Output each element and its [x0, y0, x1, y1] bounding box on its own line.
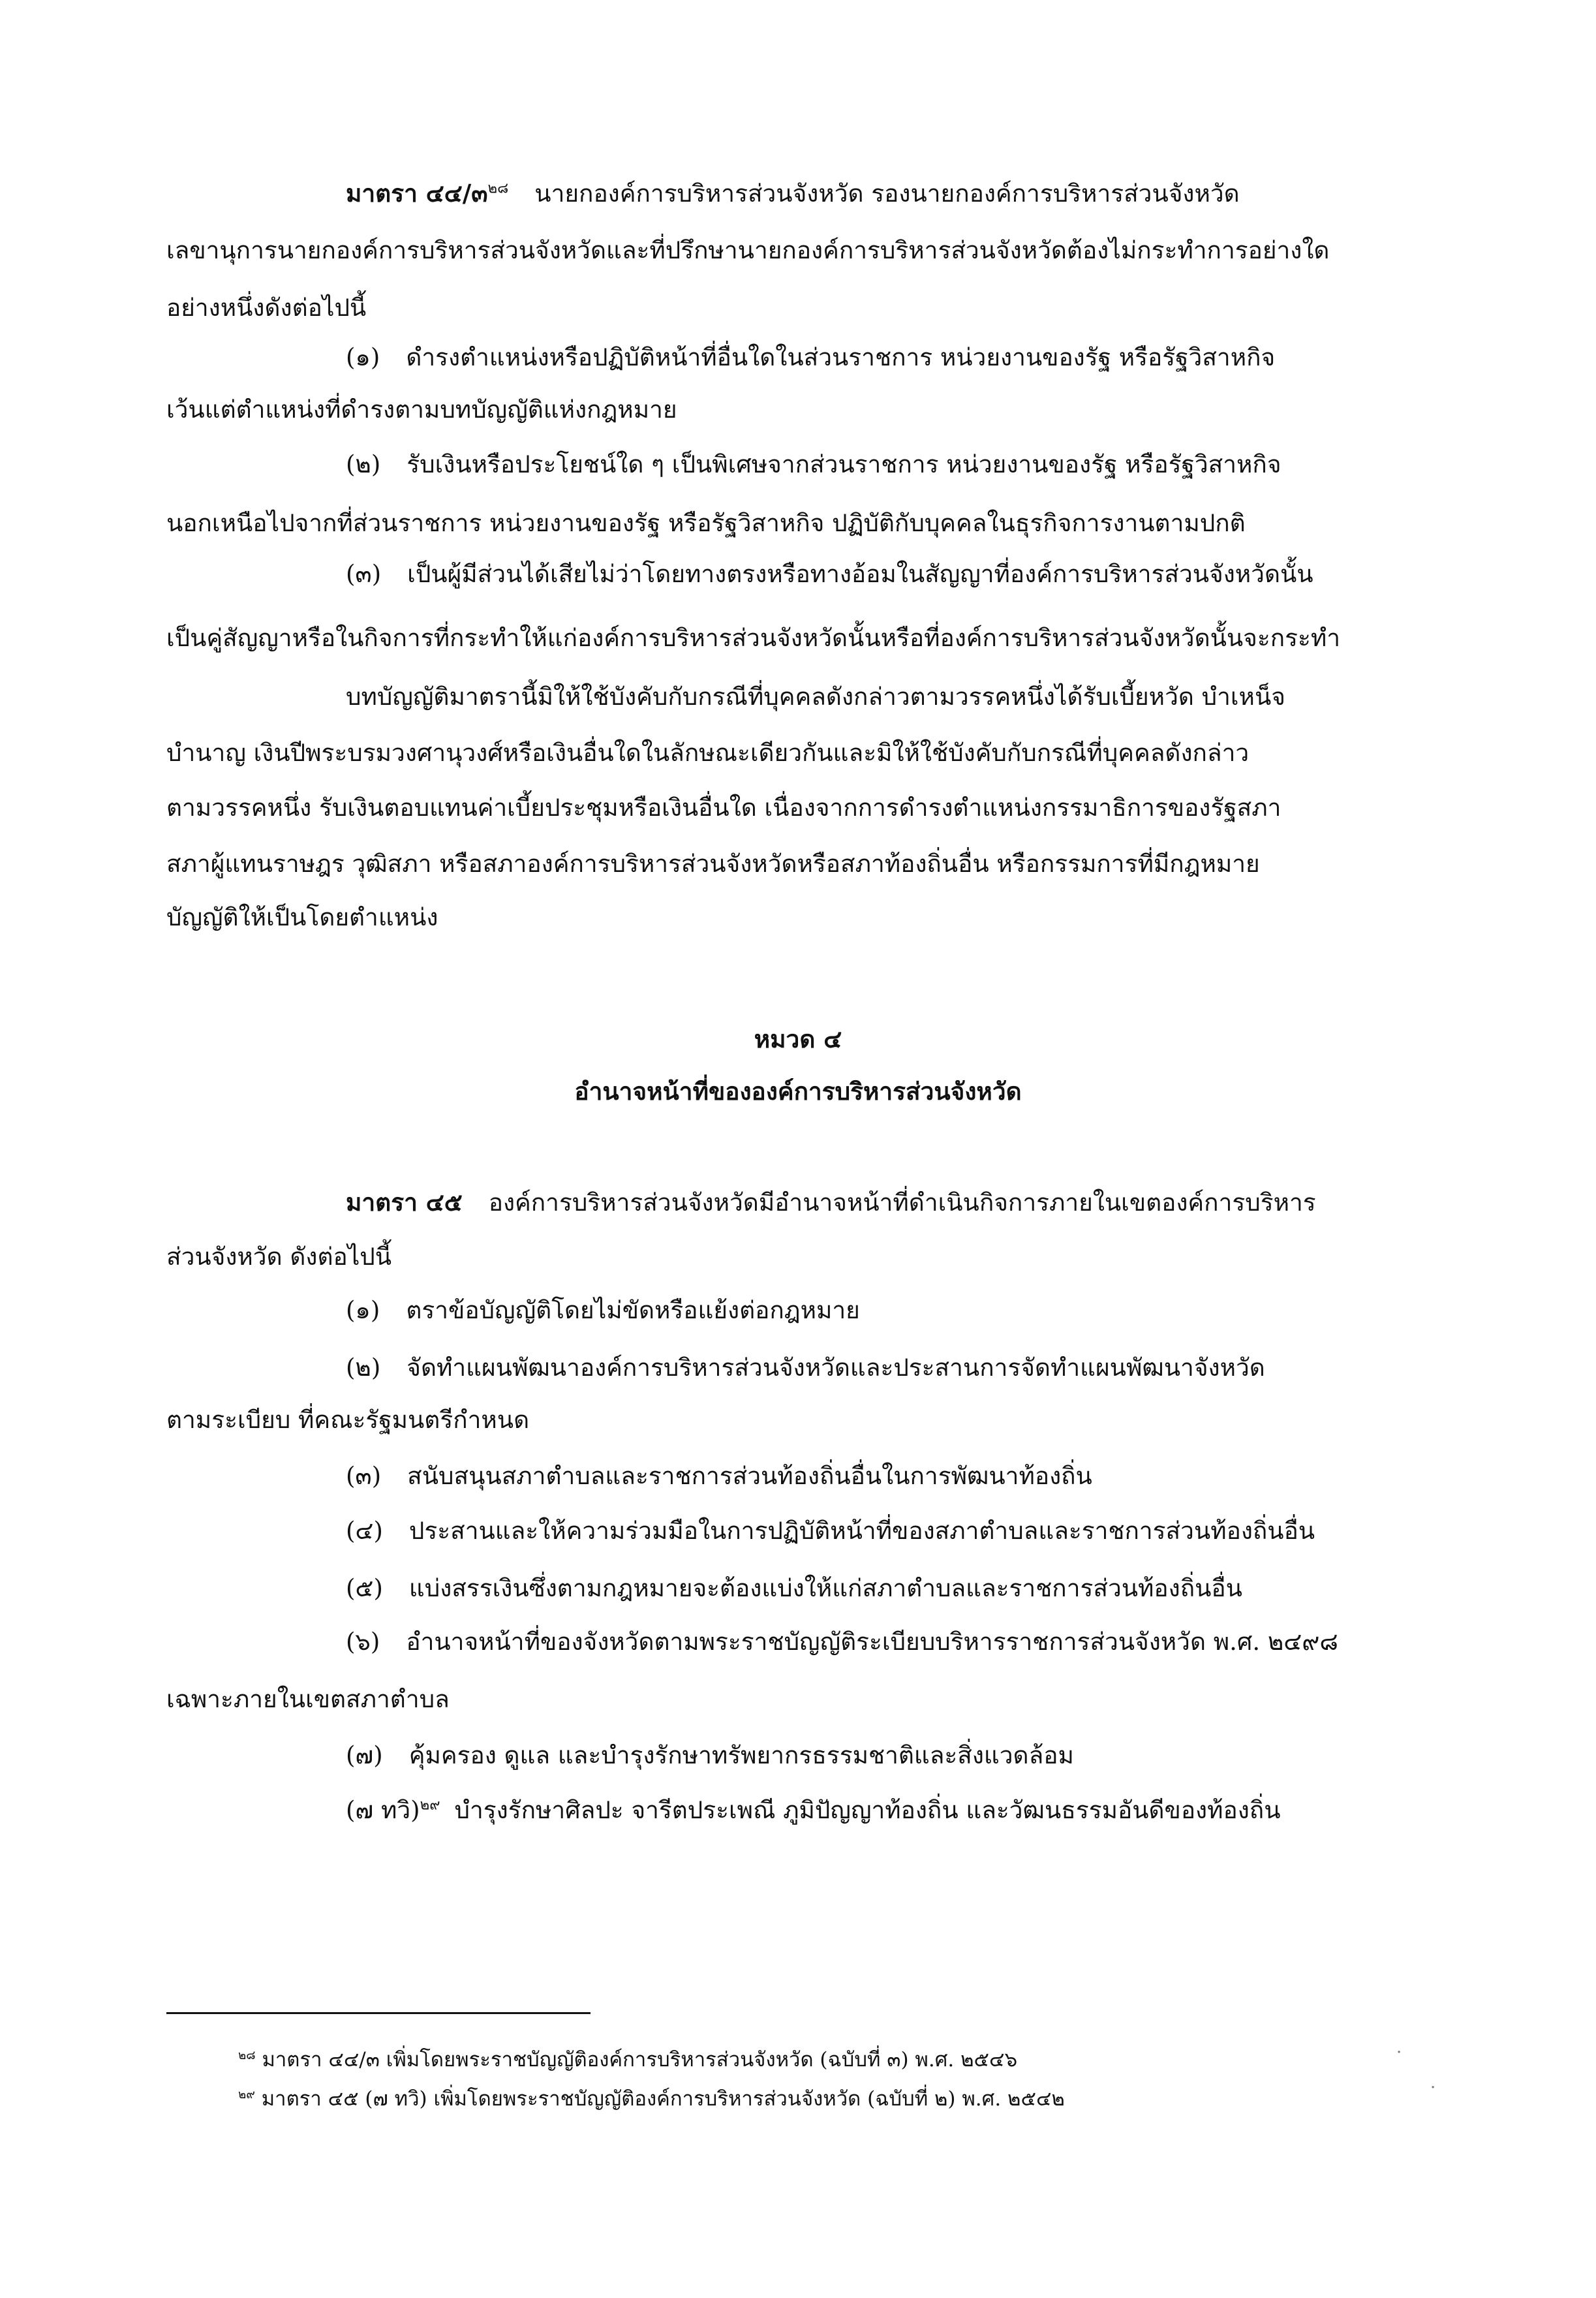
clause-number: (๗ ทวิ) [346, 1796, 420, 1824]
footnote-28 [238, 2043, 1017, 2077]
power-7-bis [346, 1791, 1280, 1830]
power-1 [346, 1291, 860, 1330]
clause-text: จัดทำแผนพัฒนาองค์การบริหารส่วนจังหวัดและประสานการจัดทำแผนพัฒนาจังหวัด [407, 1354, 1265, 1382]
clause-number: (๖) [346, 1628, 380, 1656]
footnote-ref: ๒๘ [487, 179, 509, 197]
article-text: องค์การบริหารส่วนจังหวัดมีอำนาจหน้าที่ดำเนินกิจการภายในเขตองค์การบริหาร [488, 1188, 1316, 1217]
article-text: นายกองค์การบริหารส่วนจังหวัด รองนายกองค์การบริหารส่วนจังหวัด [534, 179, 1240, 208]
clause-1-line-2: เว้นแต่ตำแหน่งที่ดำรงตามบทบัญญัติแห่งกฎหมาย [166, 396, 677, 424]
section-45-line-2: ส่วนจังหวัด ดังต่อไปนี้ [166, 1243, 392, 1271]
section-44-3-line-3: อย่างหนึ่งดังต่อไปนี้ [166, 294, 367, 322]
power-2 [346, 1348, 1265, 1388]
clause-number: (๒) [346, 1354, 381, 1382]
power-2-cont: ตามระเบียบ ที่คณะรัฐมนตรีกำหนด [166, 1406, 530, 1434]
power-6 [346, 1623, 1338, 1662]
clause-text: รับเงินหรือประโยชน์ใด ๆ เป็นพิเศษจากส่วนราชการ หน่วยงานของรัฐ หรือรัฐวิสาหกิจ [407, 450, 1281, 478]
clause-number: (๓) [346, 1462, 382, 1490]
clause-text: คุ้มครอง ดูแล และบำรุงรักษาทรัพยากรธรรมชาติและสิ่งแวดล้อม [408, 1741, 1074, 1769]
chapter-title: อำนาจหน้าที่ขององค์การบริหารส่วนจังหวัด [574, 1077, 1022, 1106]
paragraph-line-4: สภาผู้แทนราษฎร วุฒิสภา หรือสภาองค์การบริหารส่วนจังหวัดหรือสภาท้องถิ่นอื่น หรือกรรมการที่มีกฎหมาย [166, 850, 1260, 878]
clause-3-line-1 [346, 555, 1313, 594]
clause-1-line-1 [346, 338, 1275, 377]
footnote-number: ๒๘ [238, 2048, 256, 2062]
scan-speck: · [1430, 2078, 1436, 2098]
clause-number: (๓) [346, 560, 382, 588]
clause-text: ประสานและให้ความร่วมมือในการปฏิบัติหน้าที่ของสภาตำบลและราชการส่วนท้องถิ่นอื่น [408, 1517, 1315, 1545]
clause-text: ตราข้อบัญญัติโดยไม่ขัดหรือแย้งต่อกฎหมาย [406, 1296, 860, 1324]
clause-2-line-2: นอกเหนือไปจากที่ส่วนราชการ หน่วยงานของรัฐ หรือรัฐวิสาหกิจ ปฏิบัติกับบุคคลในธุรกิจการงานตามปกติ [166, 509, 1246, 537]
paragraph-line-2: บำนาญ เงินปีพระบรมวงศานุวงศ์หรือเงินอื่นใดในลักษณะเดียวกันและมิให้ใช้บังคับกับกรณีที่บุคคลดังกล่าว [166, 739, 1250, 767]
clause-text: ดำรงตำแหน่งหรือปฏิบัติหน้าที่อื่นใดในส่วนราชการ หน่วยงานของรัฐ หรือรัฐวิสาหกิจ [406, 343, 1276, 371]
paragraph-line-3: ตามวรรคหนึ่ง รับเงินตอบแทนค่าเบี้ยประชุมหรือเงินอื่นใด เนื่องจากการดำรงตำแหน่งกรรมาธิการของรัฐสภา [166, 794, 1281, 822]
clause-number: (๑) [346, 1296, 380, 1324]
article-number: มาตรา ๔๕ [346, 1188, 463, 1217]
clause-number: (๗) [346, 1741, 383, 1769]
footnote-text: มาตรา ๔๔/๓ เพิ่มโดยพระราชบัญญัติองค์การบริหารส่วนจังหวัด (ฉบับที่ ๓) พ.ศ. ๒๕๔๖ [262, 2048, 1018, 2072]
power-6-cont: เฉพาะภายในเขตสภาตำบล [166, 1685, 450, 1713]
footnote-separator [166, 2012, 591, 2014]
paragraph-line-1: บทบัญญัติมาตรานี้มิให้ใช้บังคับกับกรณีที่บุคคลดังกล่าวตามวรรคหนึ่งได้รับเบี้ยหวัด บำเหน็จ [346, 683, 1285, 711]
clause-text: เป็นผู้มีส่วนได้เสียไม่ว่าโดยทางตรงหรือทางอ้อมในสัญญาที่องค์การบริหารส่วนจังหวัดนั้น [407, 560, 1313, 588]
footnote-29 [238, 2082, 1065, 2116]
clause-text: บำรุงรักษาศิลปะ จารีตประเพณี ภูมิปัญญาท้องถิ่น และวัฒนธรรมอันดีของท้องถิ่น [454, 1796, 1281, 1824]
clause-text: สนับสนุนสภาตำบลและราชการส่วนท้องถิ่นอื่นในการพัฒนาท้องถิ่น [407, 1462, 1092, 1490]
footnote-text: มาตรา ๔๕ (๗ ทวิ) เพิ่มโดยพระราชบัญญัติองค์การบริหารส่วนจังหวัด (ฉบับที่ ๒) พ.ศ. ๒๕๔๒ [261, 2087, 1065, 2111]
power-4 [346, 1512, 1315, 1551]
clause-2-line-1 [346, 445, 1281, 484]
power-3 [346, 1457, 1092, 1496]
section-45-line-1 [346, 1183, 1316, 1222]
article-number: มาตรา ๔๔/๓ [346, 179, 488, 208]
power-5 [346, 1569, 1242, 1608]
clause-text: อำนาจหน้าที่ของจังหวัดตามพระราชบัญญัติระเบียบบริหารราชการส่วนจังหวัด พ.ศ. ๒๔๙๘ [406, 1628, 1338, 1656]
clause-number: (๒) [346, 450, 381, 478]
paragraph-line-5: บัญญัติให้เป็นโดยตำแหน่ง [166, 903, 438, 931]
scan-speck: · [1396, 2043, 1402, 2062]
power-7 [346, 1736, 1074, 1775]
clause-3-line-2: เป็นคู่สัญญาหรือในกิจการที่กระทำให้แก่องค์การบริหารส่วนจังหวัดนั้นหรือที่องค์การบริหารส่วนจังหวัดนั้นจะกระทำ [166, 624, 1341, 652]
clause-number: (๔) [346, 1517, 383, 1545]
clause-number: (๑) [346, 343, 380, 371]
section-44-3-line-1 [346, 174, 1240, 213]
clause-text: แบ่งสรรเงินซึ่งตามกฎหมายจะต้องแบ่งให้แก่สภาตำบลและราชการส่วนท้องถิ่นอื่น [408, 1574, 1242, 1602]
footnote-ref: ๒๙ [420, 1796, 440, 1814]
footnote-number: ๒๙ [238, 2087, 255, 2102]
clause-number: (๕) [346, 1574, 383, 1602]
section-44-3-line-2: เลขานุการนายกองค์การบริหารส่วนจังหวัดและที่ปรึกษานายกองค์การบริหารส่วนจังหวัดต้องไม่กระทำการอย่างใด [166, 236, 1330, 264]
chapter-number: หมวด ๔ [754, 1025, 842, 1053]
